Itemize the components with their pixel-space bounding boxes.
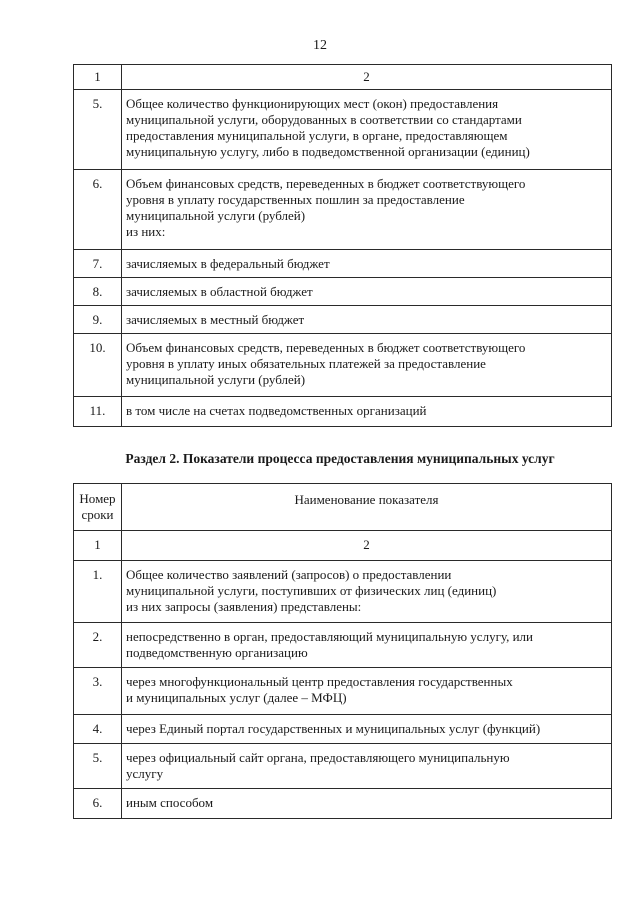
row-number: 5. (74, 744, 122, 789)
table-row (74, 306, 612, 334)
table-row (74, 715, 612, 744)
table-row (74, 744, 612, 789)
row-number: 8. (74, 278, 122, 306)
table-header-row (74, 65, 612, 90)
row-text: Общее количество функционирующих мест (окон) предоставления муниципальной услуги, оборудованных в соответствии со стандартами предоставления муниципальной услуги, в органе, предоставляющем муниципальную услугу, либо в подведомственной организации (единиц) (122, 90, 612, 170)
row-text: Объем финансовых средств, переведенных в бюджет соответствующего уровня в уплату государственных пошлин за предоставление муниципальной услуги (рублей) из них: (122, 170, 612, 250)
row-number: 10. (74, 334, 122, 397)
header-cell-2: 2 (122, 65, 612, 90)
row-number: 3. (74, 668, 122, 715)
row-text: через официальный сайт органа, предоставляющего муниципальную услугу (122, 744, 612, 789)
row-text: зачисляемых в федеральный бюджет (122, 250, 612, 278)
row-number: 7. (74, 250, 122, 278)
row-number: 5. (74, 90, 122, 170)
indicators-table-2 (73, 483, 612, 819)
row-text: зачисляемых в местный бюджет (122, 306, 612, 334)
section-2-title: Раздел 2. Показатели процесса предоставления муниципальных услуг (125, 451, 555, 466)
table-row (74, 278, 612, 306)
row-text: иным способом (122, 789, 612, 819)
table-row (74, 397, 612, 427)
table-row (74, 250, 612, 278)
row-text: Объем финансовых средств, переведенных в бюджет соответствующего уровня в уплату иных обязательных платежей за предоставление муниципальной услуги (рублей) (122, 334, 612, 397)
table-row (74, 623, 612, 668)
table-row (74, 561, 612, 623)
column-header-number: Номер сроки (74, 484, 122, 531)
table-header-row (74, 531, 612, 561)
row-text: через многофункциональный центр предоставления государственных и муниципальных услуг (далее – МФЦ) (122, 668, 612, 715)
row-text: непосредственно в орган, предоставляющий муниципальную услугу, или подведомственную организацию (122, 623, 612, 668)
row-number: 9. (74, 306, 122, 334)
header-cell-1: 1 (74, 65, 122, 90)
table-row (74, 789, 612, 819)
table-row (74, 334, 612, 397)
header-cell-2: 2 (122, 531, 612, 561)
row-number: 6. (74, 789, 122, 819)
table-row (74, 170, 612, 250)
table-row (74, 668, 612, 715)
column-header-row (74, 484, 612, 531)
row-text: через Единый портал государственных и муниципальных услуг (функций) (122, 715, 612, 744)
indicators-table-1 (73, 64, 612, 427)
row-number: 4. (74, 715, 122, 744)
table-row (74, 90, 612, 170)
header-cell-1: 1 (74, 531, 122, 561)
page-number: 12 (313, 38, 327, 53)
row-text: зачисляемых в областной бюджет (122, 278, 612, 306)
row-text: в том числе на счетах подведомственных организаций (122, 397, 612, 427)
row-number: 2. (74, 623, 122, 668)
row-number: 1. (74, 561, 122, 623)
row-number: 11. (74, 397, 122, 427)
column-header-name: Наименование показателя (122, 484, 612, 531)
row-number: 6. (74, 170, 122, 250)
row-text: Общее количество заявлений (запросов) о предоставлении муниципальной услуги, поступивших от физических лиц (единиц) из них запросы (заявления) представлены: (122, 561, 612, 623)
